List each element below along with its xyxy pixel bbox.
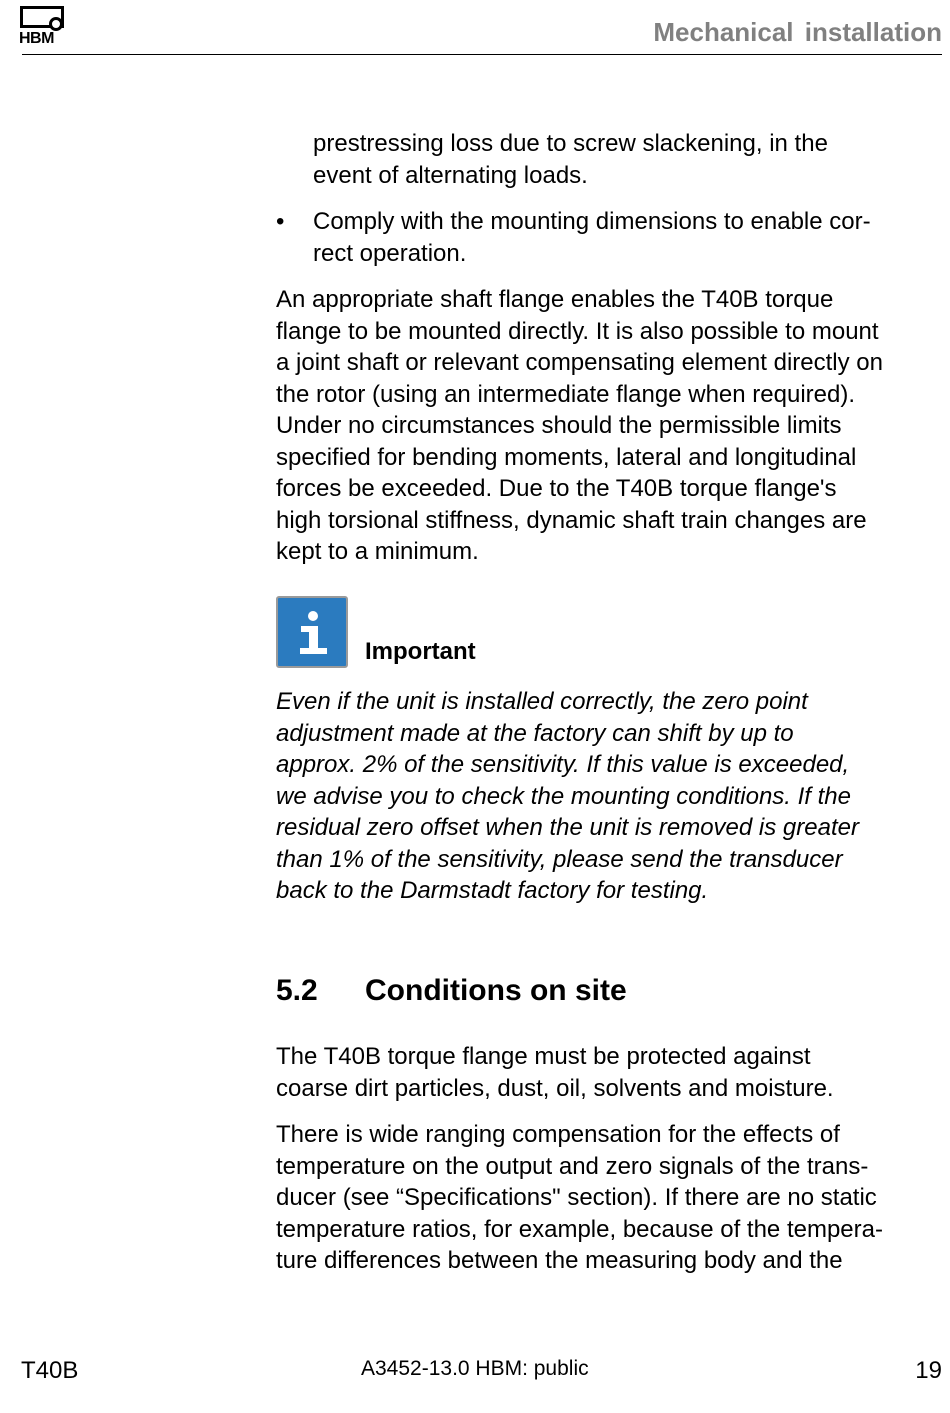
text-line: temperature on the output and zero signals of the trans-	[276, 1152, 869, 1180]
important-label: Important	[365, 638, 476, 665]
text-line: back to the Darmstadt factory for testing.	[276, 877, 709, 904]
text-line: Under no circumstances should the permissible limits	[276, 412, 842, 439]
text-line: specified for bending moments, lateral and longitudinal	[276, 443, 857, 471]
text-line: coarse dirt particles, dust, oil, solvents and moisture.	[276, 1074, 834, 1102]
text-line: prestressing loss due to screw slackening, in the	[313, 130, 828, 157]
text-line: ducer (see “Specifications" section). If there are no static	[276, 1184, 877, 1211]
paragraph-mounting	[276, 284, 946, 568]
text-line: we advise you to check the mounting conditions. If the	[276, 782, 852, 810]
text-line: flange to be mounted directly. It is also possible to mount	[276, 317, 879, 345]
footer-doc-id: A3452-13.0 HBM: public	[361, 1357, 589, 1380]
section-title: Conditions on site	[365, 974, 627, 1007]
text-line: Even if the unit is installed correctly, the zero point	[276, 688, 808, 715]
section-heading	[276, 973, 946, 1009]
footer-product: T40B	[21, 1357, 79, 1384]
text-line: high torsional stiffness, dynamic shaft train changes are	[276, 506, 867, 534]
text-line: adjustment made at the factory can shift by up to	[276, 719, 794, 747]
hbm-logo	[18, 6, 70, 46]
text-line: event of alternating loads.	[313, 161, 588, 189]
continuation-text	[276, 128, 950, 191]
info-icon	[276, 596, 348, 668]
header-chapter-title: Mechanical installation	[653, 17, 942, 47]
logo-circle-shape	[49, 17, 63, 31]
text-line: the rotor (using an intermediate flange when required).	[276, 380, 855, 408]
text-line: ture differences between the measuring body and the	[276, 1247, 843, 1274]
section-number: 5.2	[276, 974, 318, 1007]
text-line: kept to a minimum.	[276, 538, 479, 565]
text-line: The T40B torque flange must be protected against	[276, 1043, 811, 1070]
header-divider	[22, 54, 942, 55]
text-line: a joint shaft or relevant compensating element directly on	[276, 349, 883, 376]
text-line: than 1% of the sensitivity, please send the transducer	[276, 845, 843, 873]
text-line: An appropriate shaft flange enables the T40B torque	[276, 286, 834, 313]
text-line: There is wide ranging compensation for the effects of	[276, 1121, 840, 1148]
logo-text: HBM	[19, 30, 54, 47]
bullet-item	[276, 206, 950, 269]
text-line: residual zero offset when the unit is removed is greater	[276, 814, 859, 841]
paragraph-temperature	[276, 1119, 946, 1277]
text-line: rect operation.	[313, 239, 467, 267]
text-line: approx. 2% of the sensitivity. If this value is exceeded,	[276, 751, 850, 778]
text-line: Comply with the mounting dimensions to enable cor-	[313, 208, 871, 235]
footer-page-number: 19	[915, 1357, 942, 1384]
bullet-icon: •	[276, 208, 285, 235]
paragraph-protection	[276, 1041, 946, 1104]
important-note-text	[276, 686, 946, 907]
text-line: temperature ratios, for example, because of the tempera-	[276, 1215, 883, 1243]
text-line: forces be exceeded. Due to the T40B torque flange's	[276, 475, 837, 502]
